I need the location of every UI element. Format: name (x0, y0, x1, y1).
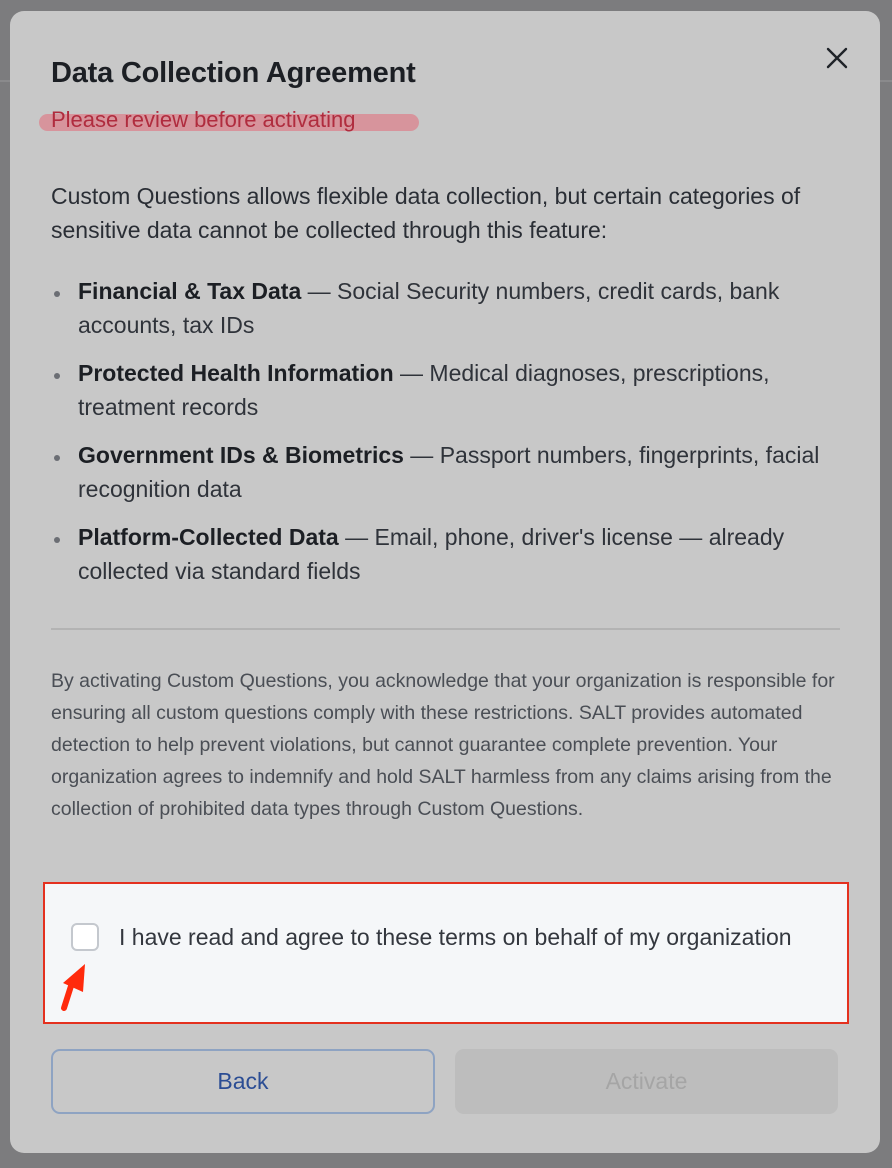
restriction-description: — Email, phone, driver's license — already collected via standard fields (78, 524, 785, 584)
agree-label[interactable]: I have read and agree to these terms on behalf of my organization (119, 924, 792, 950)
bullet-icon (54, 537, 60, 543)
legal-text: By activating Custom Questions, you acknowledge that your organization is responsible for ensuring all custom questions comply with these restrictions. SALT provides automated detection to help prevent violations, but cannot guarantee complete prevention. Your organization agrees to indemnify and hold SALT harmless from any claims arising from the collection of prohibited data types through Custom Questions. (51, 670, 835, 820)
restriction-label: Protected Health Information (78, 360, 394, 386)
restriction-label: Platform-Collected Data (78, 524, 339, 550)
agree-checkbox[interactable] (71, 923, 99, 951)
list-item (51, 438, 851, 506)
modal-title: Data Collection Agreement (51, 57, 416, 89)
activate-button[interactable]: Activate (455, 1049, 838, 1114)
restriction-label: Government IDs & Biometrics (78, 442, 404, 468)
list-item (51, 520, 851, 588)
intro-text: Custom Questions allows flexible data collection, but certain categories of sensitive data cannot be collected through this feature: (51, 183, 801, 243)
section-divider (51, 628, 840, 630)
bullet-icon (54, 291, 60, 297)
agreement-modal (10, 11, 880, 1153)
restriction-description: — Medical diagnoses, prescriptions, treatment records (78, 360, 770, 420)
restriction-label: Financial & Tax Data (78, 278, 302, 304)
list-item (51, 356, 851, 424)
restriction-list (51, 274, 851, 602)
close-icon (825, 46, 849, 70)
agreement-container (43, 882, 849, 1024)
list-item (51, 274, 851, 342)
close-button[interactable] (820, 41, 854, 75)
bullet-icon (54, 455, 60, 461)
restriction-description: — Passport numbers, fingerprints, facial recognition data (78, 442, 820, 502)
bullet-icon (54, 373, 60, 379)
red-arrow-icon (55, 956, 91, 1014)
back-button[interactable]: Back (51, 1049, 435, 1114)
restriction-description: — Social Security numbers, credit cards, bank accounts, tax IDs (78, 278, 780, 338)
modal-subtitle: Please review before activating (51, 107, 356, 132)
subtitle-container (39, 107, 419, 137)
